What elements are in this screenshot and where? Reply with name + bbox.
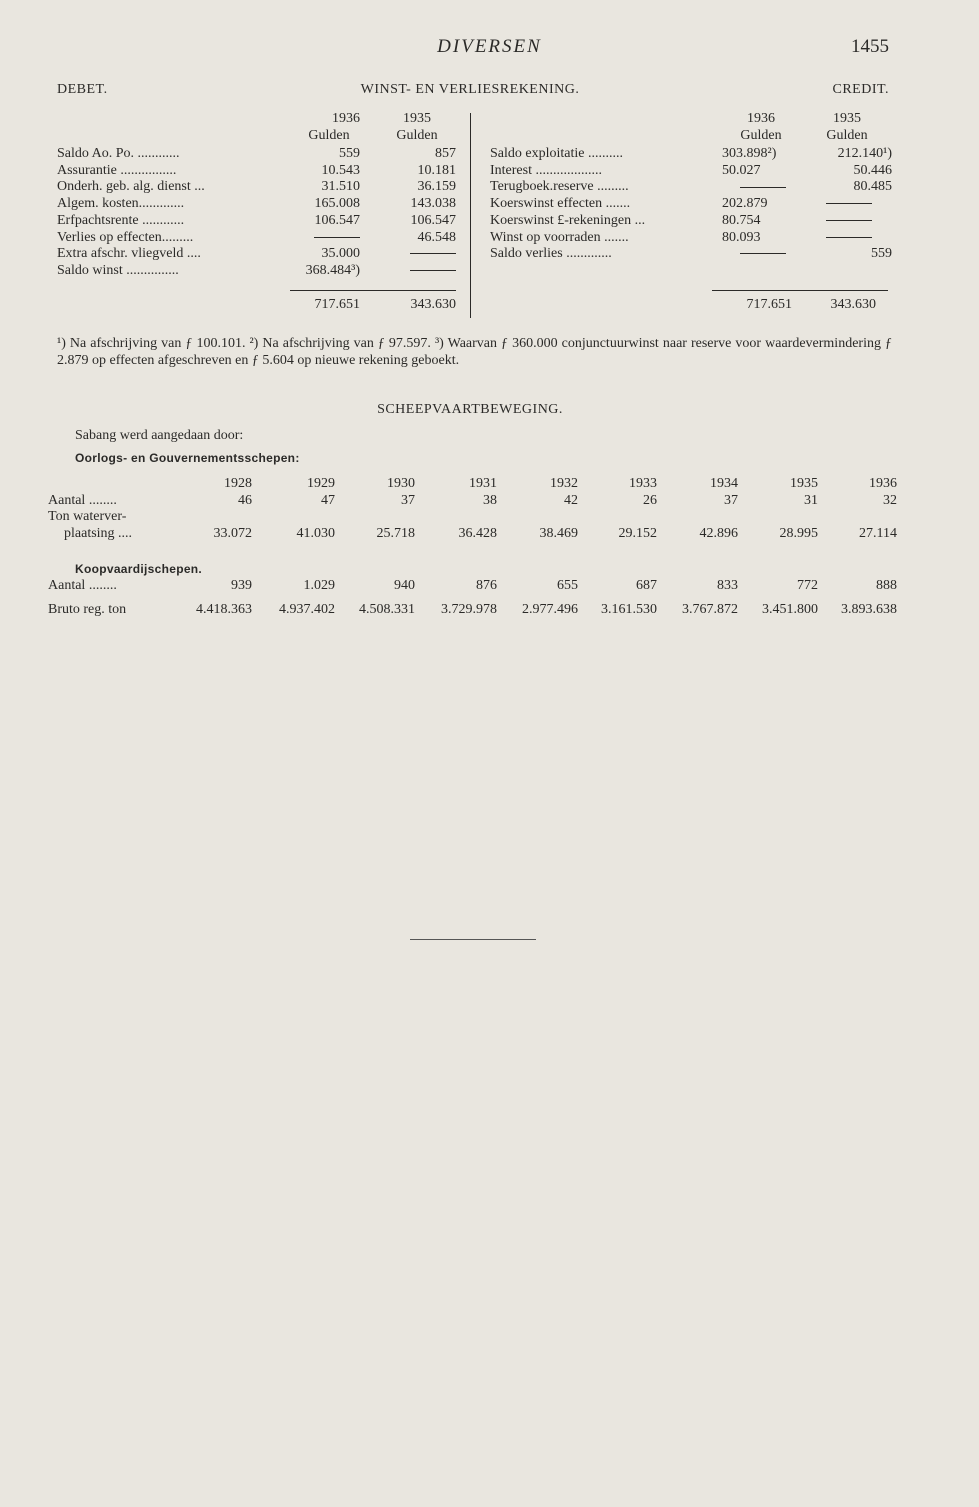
- k-aantal-cell: 888: [876, 578, 897, 593]
- credit-row-1935: 80.485: [853, 179, 892, 195]
- year-cell: 1931: [469, 476, 497, 491]
- debet-unit-1936: Gulden: [308, 128, 350, 143]
- debet-row-1936: 31.510: [321, 179, 360, 195]
- debet-row-1935: 106.547: [410, 212, 456, 228]
- ton-cell: 36.428: [458, 526, 497, 541]
- credit-row-1935: 50.446: [853, 162, 892, 178]
- bruto-cell: 3.451.800: [762, 602, 818, 617]
- debet-row-1935-dash: [400, 245, 456, 262]
- debet-row-1935: 10.181: [417, 162, 456, 178]
- k-aantal-cell: 687: [636, 578, 657, 593]
- debet-row-1936-dash: [305, 229, 360, 246]
- debet-row-label: Onderh. geb. alg. dienst ...: [57, 179, 205, 195]
- credit-row-label: Koerswinst £-rekeningen ...: [490, 212, 646, 228]
- credit-row-1935: 212.140¹): [837, 146, 892, 161]
- year-cell: 1930: [387, 476, 415, 491]
- ton-cell: 28.995: [779, 526, 818, 541]
- aantal-cell: 32: [883, 493, 897, 508]
- bruto-cell: 2.977.496: [522, 602, 578, 617]
- aantal-cell: 26: [643, 493, 657, 508]
- credit-row-label: Koerswinst effecten .......: [490, 196, 631, 212]
- year-cell: 1929: [307, 476, 335, 491]
- bruto-cell: 3.729.978: [441, 602, 497, 617]
- debet-row-1936: 35.000: [321, 246, 360, 262]
- year-cell: 1934: [710, 476, 738, 491]
- debet-total-rule: [290, 290, 456, 291]
- ton-label-1: Ton waterver-: [48, 509, 127, 524]
- dash-mark: [826, 220, 872, 221]
- debet-row-1936: 559: [339, 146, 360, 161]
- k-aantal-label: Aantal ........: [48, 578, 117, 593]
- debet-row-1935-dash: [400, 262, 456, 279]
- credit-row-1936-dash: [740, 245, 786, 262]
- debet-row-label: Algem. kosten.............: [57, 196, 185, 212]
- aantal-cell: 42: [564, 493, 578, 508]
- credit-row-label: Saldo verlies .............: [490, 246, 612, 262]
- shipping-title: SCHEEPVAARTBEWEGING.: [377, 402, 563, 417]
- dash-mark: [826, 203, 872, 204]
- k-aantal-cell: 1.029: [303, 578, 335, 593]
- aantal-cell: 47: [321, 493, 335, 508]
- debet-total-1936: 717.651: [314, 297, 360, 312]
- dash-mark: [410, 270, 456, 271]
- year-cell: 1933: [629, 476, 657, 491]
- bruto-cell: 3.893.638: [841, 602, 897, 617]
- aantal-cell: 31: [804, 493, 818, 508]
- credit-year-1935: 1935: [833, 111, 861, 126]
- k-aantal-cell: 833: [717, 578, 738, 593]
- debet-unit-1935: Gulden: [396, 128, 438, 143]
- credit-row-1935-dash: [826, 195, 872, 212]
- bruto-cell: 4.937.402: [279, 602, 335, 617]
- account-title: WINST- EN VERLIESREKENING.: [360, 82, 580, 97]
- bruto-cell: 3.161.530: [601, 602, 657, 617]
- bruto-label: Bruto reg. ton: [48, 602, 127, 617]
- dash-mark: [740, 253, 786, 254]
- dash-mark: [410, 253, 456, 254]
- year-cell: 1936: [869, 476, 897, 491]
- debet-row-1936: 368.484³): [305, 262, 360, 278]
- ton-cell: 25.718: [376, 526, 415, 541]
- debet-row-1935: 36.159: [417, 179, 456, 195]
- debet-row-label: Extra afschr. vliegveld ....: [57, 246, 201, 262]
- dash-mark: [826, 237, 872, 238]
- debet-row-label: Verlies op effecten.........: [57, 229, 194, 245]
- credit-row-1936-dash: [740, 178, 786, 195]
- credit-row-1936: 80.754: [722, 212, 761, 228]
- credit-row-1936: 303.898²): [722, 146, 777, 161]
- credit-unit-1936: Gulden: [740, 128, 782, 143]
- k-aantal-cell: 876: [476, 578, 497, 593]
- credit-row-1936: 202.879: [722, 196, 768, 212]
- closing-rule: [410, 939, 536, 940]
- aantal-cell: 46: [238, 493, 252, 508]
- credit-label: CREDIT.: [832, 82, 889, 97]
- bruto-cell: 4.508.331: [359, 602, 415, 617]
- year-cell: 1932: [550, 476, 578, 491]
- credit-unit-1935: Gulden: [826, 128, 868, 143]
- credit-total-1935: 343.630: [830, 297, 876, 312]
- footnotes: ¹) Na afschrijving van ƒ 100.101. ²) Na afschrijving van ƒ 97.597. ³) Waarvan ƒ 360.000 conjunctuurwinst naar reserve voor waardevermindering ƒ 2.879 op effecten afgeschreven en ƒ 5.604 op nieuwe rekening geboekt.: [57, 336, 892, 368]
- dash-mark: [314, 237, 360, 238]
- k-aantal-cell: 772: [797, 578, 818, 593]
- credit-row-label: Interest ...................: [490, 162, 602, 178]
- credit-row-1936: 80.093: [722, 229, 761, 245]
- page-number: 1455: [851, 36, 889, 57]
- shipping-intro: Sabang werd aangedaan door:: [75, 428, 244, 443]
- debet-label: DEBET.: [57, 82, 108, 97]
- ton-cell: 38.469: [539, 526, 578, 541]
- dash-mark: [740, 187, 786, 188]
- debet-row-label: Erfpachtsrente ............: [57, 212, 185, 228]
- aantal-cell: 37: [724, 493, 738, 508]
- section-merchant: Koopvaardijschepen.: [75, 562, 203, 576]
- debet-row-1935: 857: [435, 146, 456, 161]
- k-aantal-cell: 939: [231, 578, 252, 593]
- credit-row-1935-dash: [826, 229, 872, 246]
- aantal-cell: 38: [483, 493, 497, 508]
- aantal-cell: 37: [401, 493, 415, 508]
- credit-row-1936: 50.027: [722, 162, 761, 178]
- year-cell: 1935: [790, 476, 818, 491]
- debet-row-label: Assurantie ................: [57, 162, 177, 178]
- running-title: DIVERSEN: [437, 36, 542, 57]
- credit-row-label: Terugboek.reserve .........: [490, 179, 629, 195]
- bruto-cell: 4.418.363: [196, 602, 252, 617]
- ton-cell: 42.896: [699, 526, 738, 541]
- debet-row-label: Saldo winst ...............: [57, 262, 179, 278]
- credit-row-1935-dash: [826, 212, 872, 229]
- debet-total-1935: 343.630: [410, 297, 456, 312]
- credit-year-1936: 1936: [747, 111, 775, 126]
- debet-row-1935: 46.548: [417, 229, 456, 245]
- debet-row-label: Saldo Ao. Po. ............: [57, 146, 180, 161]
- debet-year-1936: 1936: [332, 111, 360, 126]
- debet-row-1935: 143.038: [410, 196, 456, 212]
- account-divider: [470, 113, 471, 318]
- debet-year-1935: 1935: [403, 111, 431, 126]
- year-cell: 1928: [224, 476, 252, 491]
- ton-label-2: plaatsing ....: [64, 526, 133, 541]
- debet-row-1936: 106.547: [314, 212, 360, 228]
- k-aantal-cell: 655: [557, 578, 578, 593]
- ton-cell: 27.114: [859, 526, 897, 541]
- aantal-label: Aantal ........: [48, 493, 117, 508]
- ton-cell: 41.030: [296, 526, 335, 541]
- credit-row-1935: 559: [871, 246, 892, 262]
- credit-row-label: Saldo exploitatie ..........: [490, 146, 623, 161]
- ton-cell: 33.072: [213, 526, 252, 541]
- ton-cell: 29.152: [618, 526, 657, 541]
- credit-total-rule: [712, 290, 888, 291]
- debet-row-1936: 165.008: [314, 196, 360, 212]
- credit-total-1936: 717.651: [746, 297, 792, 312]
- k-aantal-cell: 940: [394, 578, 415, 593]
- bruto-cell: 3.767.872: [682, 602, 738, 617]
- credit-row-label: Winst op voorraden .......: [490, 229, 629, 245]
- debet-row-1936: 10.543: [321, 162, 360, 178]
- section-navy: Oorlogs- en Gouvernementsschepen:: [75, 451, 300, 465]
